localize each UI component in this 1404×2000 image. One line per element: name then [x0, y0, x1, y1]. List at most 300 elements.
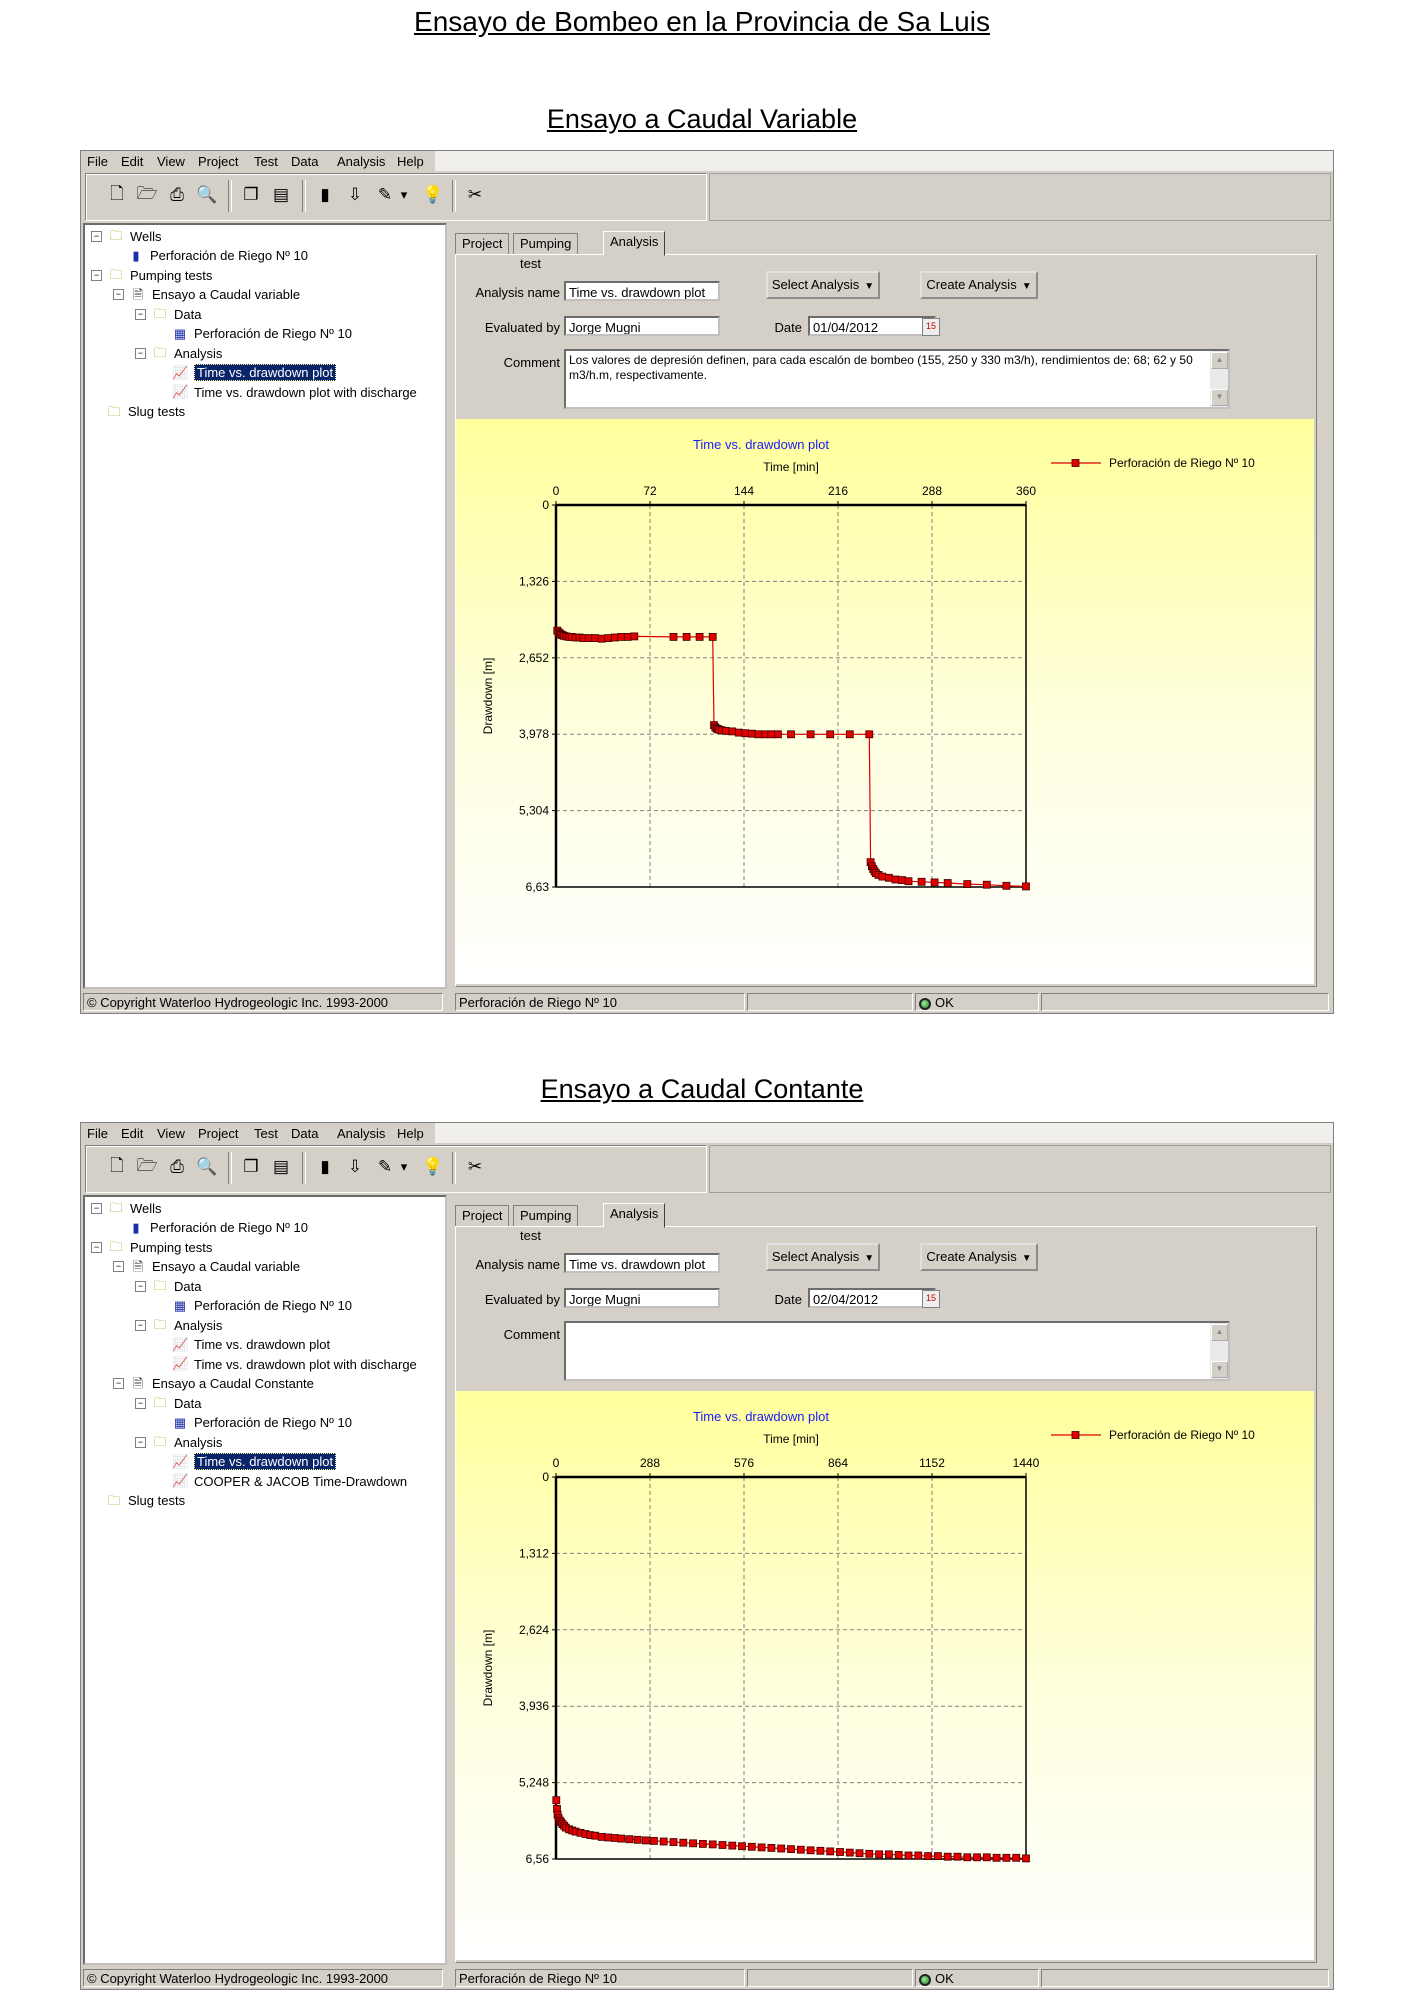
menu-view[interactable]: View [157, 1126, 185, 1141]
data-point [915, 1852, 922, 1859]
tree-node-label: Time vs. drawdown plot [194, 1453, 336, 1470]
calendar-icon[interactable]: 15 [922, 318, 940, 336]
tree-node[interactable] [172, 1453, 336, 1471]
menu-file[interactable]: File [87, 1126, 108, 1141]
open-folder-icon[interactable]: 🗁 [136, 183, 158, 203]
status-ok [915, 993, 1039, 1011]
tab-analysis[interactable]: Analysis [603, 1203, 665, 1228]
data-point [722, 727, 729, 734]
paste-icon[interactable]: ▤ [272, 1157, 290, 1176]
date-label: Date [774, 1292, 802, 1307]
tree-node[interactable] [135, 1394, 201, 1412]
tree-node-label: Time vs. drawdown plot [194, 1337, 331, 1352]
tree-node-label: Time vs. drawdown plot with discharge [194, 1356, 417, 1372]
menu-bar-fill [435, 1123, 1333, 1143]
comment-scrollbar[interactable] [1210, 351, 1228, 407]
data-point [918, 878, 925, 885]
tree-node-label: Perforación de Riego Nº 10 [194, 1298, 352, 1313]
dropdown-arrow-icon: ▼ [864, 281, 875, 292]
tree-node[interactable] [113, 286, 300, 304]
tree-node-label: Slug tests [128, 1493, 186, 1508]
y-tick-label: 1,326 [518, 574, 549, 589]
status-ok-label: OK [935, 1971, 954, 1986]
tree-collapse-icon[interactable]: − [91, 270, 102, 281]
status-empty [1041, 993, 1329, 1011]
comment-textarea[interactable] [564, 1321, 1230, 1381]
tree-node-label: Slug tests [128, 404, 186, 419]
tree-collapse-icon[interactable]: − [135, 309, 146, 320]
data-point [690, 1840, 697, 1847]
data-point [660, 1838, 667, 1845]
date-label: Date [774, 320, 802, 335]
data-point [758, 1844, 765, 1851]
y-tick-label: 5,304 [518, 803, 549, 818]
toolbar-separator [452, 1152, 456, 1184]
tree-node-label: Perforación de Riego Nº 10 [150, 1220, 308, 1235]
tree-node[interactable] [172, 1336, 330, 1354]
data-point [626, 1836, 633, 1843]
tree-node[interactable] [106, 1492, 185, 1510]
comment-label: Comment [503, 355, 560, 370]
lightbulb-icon[interactable]: 💡 [422, 185, 444, 204]
toolbar-separator [228, 180, 232, 212]
chart-title: Time vs. drawdown plot [692, 437, 830, 452]
x-tick-label: 360 [1015, 484, 1037, 498]
status-ok-label: OK [935, 995, 954, 1010]
toolbar-separator [302, 180, 306, 212]
y-tick-label: 6,56 [525, 1852, 549, 1866]
y-tick-label: 3,978 [518, 727, 549, 742]
tree-node[interactable] [91, 1238, 212, 1256]
well-icon: ▮ [132, 247, 140, 263]
toolbar-fill [709, 1145, 1331, 1193]
data-point [931, 879, 938, 886]
tree-node-label: Wells [130, 1200, 162, 1216]
tree-node[interactable] [113, 1375, 314, 1393]
y-tick-label: 5,248 [518, 1775, 549, 1790]
analysis-panel [455, 254, 1317, 987]
plot-frame [556, 505, 1026, 887]
data-point [788, 731, 795, 738]
data-point [650, 1837, 657, 1844]
chart-area [456, 1391, 1314, 1960]
tree-collapse-icon[interactable]: − [113, 1261, 124, 1272]
tree-node[interactable] [135, 1277, 201, 1295]
tree-node-label: Analysis [174, 1434, 223, 1450]
tree-collapse-icon[interactable]: − [135, 1437, 146, 1448]
print-preview-icon[interactable]: 🔍 [196, 185, 218, 204]
tree-node[interactable] [135, 305, 201, 323]
new-file-icon[interactable]: 🗋 [110, 1155, 124, 1175]
tab-project[interactable]: Project [455, 1205, 509, 1226]
data-point [735, 729, 742, 736]
tree-collapse-icon[interactable]: − [135, 1398, 146, 1409]
scroll-up-icon[interactable]: ▲ [1211, 1324, 1228, 1341]
tree-collapse-icon[interactable]: − [113, 289, 124, 300]
menu-project[interactable]: Project [198, 154, 239, 169]
analysis-name-input[interactable]: Time vs. drawdown plot [564, 1253, 720, 1273]
data-point [778, 1845, 785, 1852]
data-point [618, 633, 625, 640]
status-well: Perforación de Riego Nº 10 [455, 1969, 745, 1987]
dropdown-arrow-icon: ▼ [1021, 1253, 1032, 1264]
menu-test[interactable]: Test [254, 154, 278, 169]
menu-analysis[interactable]: Analysis [337, 154, 386, 169]
tree-node-label: Perforación de Riego Nº 10 [150, 248, 308, 263]
data-point [885, 1851, 892, 1858]
data-point [605, 635, 612, 642]
data-point [817, 1847, 824, 1854]
data-point [866, 731, 873, 738]
toolbar [85, 173, 707, 221]
data-point [592, 1832, 599, 1839]
data-point [925, 1853, 932, 1860]
x-tick-label: 72 [643, 484, 657, 498]
dropdown-arrow-icon: ▼ [1021, 281, 1032, 292]
tree-node[interactable] [135, 344, 222, 362]
data-point [944, 1853, 951, 1860]
x-tick-label: 864 [827, 1456, 849, 1470]
x-tick-label: 1440 [1012, 1456, 1040, 1470]
tree-node[interactable] [135, 1433, 222, 1451]
create-analysis-label: Create Analysis [926, 277, 1017, 292]
data-point [670, 633, 677, 640]
toolbar-separator [452, 180, 456, 212]
evaluated-by-input[interactable]: Jorge Mugni [564, 1288, 720, 1308]
copy-icon[interactable]: ❐ [243, 1157, 259, 1176]
report-icon[interactable]: ✎ [377, 185, 393, 204]
menu-edit[interactable]: Edit [121, 154, 144, 169]
data-point [585, 635, 592, 642]
tree-node-label: Analysis [174, 345, 223, 361]
tree-node[interactable] [172, 1472, 407, 1490]
data-point [739, 1843, 746, 1850]
data-point [1023, 1855, 1030, 1862]
data-point [768, 1844, 775, 1851]
select-analysis-label: Select Analysis [771, 1249, 860, 1264]
folder-icon: 🗀 [153, 1278, 167, 1293]
status-ok [915, 1969, 1039, 1987]
data-point [807, 1847, 814, 1854]
dropdown-arrow-icon[interactable]: ▾ [400, 1159, 408, 1174]
tree-node-label: Ensayo a Caudal Constante [152, 1376, 314, 1391]
data-point [742, 730, 749, 737]
data-point [605, 1834, 612, 1841]
tree-collapse-icon[interactable]: − [91, 231, 102, 242]
tab-project[interactable]: Project [455, 233, 509, 254]
plot-icon: 📈 [172, 1356, 189, 1371]
create-analysis-button[interactable] [920, 1243, 1038, 1271]
data-point [827, 1848, 834, 1855]
x-tick-label: 288 [639, 1456, 661, 1470]
data-point [846, 1849, 853, 1856]
folder-icon: 🗀 [153, 1395, 167, 1410]
tree-node-label: Data [174, 1278, 202, 1294]
folder-icon: 🗀 [109, 228, 123, 243]
tree-node-label: Perforación de Riego Nº 10 [194, 1415, 352, 1430]
status-empty [747, 1969, 913, 1987]
data-point [755, 731, 762, 738]
tree-node[interactable] [172, 1414, 352, 1432]
folder-icon: 🗀 [153, 1434, 167, 1449]
tree-node-label: Ensayo a Caudal variable [152, 1259, 301, 1274]
tree-node[interactable] [106, 403, 185, 421]
data-point [774, 731, 781, 738]
calendar-icon[interactable]: 15 [922, 1290, 940, 1308]
toolbar-fill [709, 173, 1331, 221]
evaluated-by-input[interactable]: Jorge Mugni [564, 316, 720, 336]
scroll-down-icon[interactable]: ▼ [1211, 1361, 1228, 1378]
tree-node[interactable] [113, 1258, 300, 1276]
folder-icon: 🗀 [109, 1200, 123, 1215]
data-point [993, 1854, 1000, 1861]
ok-led-icon [919, 998, 931, 1010]
data-point [748, 730, 755, 737]
data-point [729, 1842, 736, 1849]
data-point [837, 1849, 844, 1856]
tree-node[interactable] [172, 1297, 352, 1315]
menu-bar [81, 151, 1333, 171]
data-point [892, 876, 899, 883]
tree-collapse-icon[interactable]: − [135, 1320, 146, 1331]
status-copyright: © Copyright Waterloo Hydrogeologic Inc. 1993-2000 [83, 1969, 443, 1987]
analysis-panel [455, 1226, 1317, 1963]
menu-file[interactable]: File [87, 154, 108, 169]
data-icon: ▦ [173, 325, 187, 341]
tree-node[interactable] [172, 1355, 417, 1373]
well-icon[interactable]: ▮ [320, 1157, 330, 1176]
print-icon[interactable]: ⎙ [170, 185, 184, 204]
menu-bar-fill [435, 151, 1333, 171]
tree-node[interactable] [91, 227, 162, 245]
tree-node-label: Perforación de Riego Nº 10 [194, 326, 352, 341]
series-line [557, 631, 1026, 887]
scroll-up-icon[interactable]: ▲ [1211, 352, 1228, 369]
tab-pumping-test[interactable]: Pumping test [513, 1205, 578, 1226]
page-title: Ensayo de Bombeo en la Provincia de Sa Luis [414, 6, 990, 37]
menu-help[interactable]: Help [397, 154, 424, 169]
new-file-icon[interactable]: 🗋 [110, 183, 124, 203]
tree-node[interactable] [172, 364, 336, 382]
ok-led-icon [919, 1974, 931, 1986]
y-tick-label: 1,312 [518, 1546, 549, 1561]
print-icon[interactable]: ⎙ [170, 1157, 184, 1176]
comment-text: Los valores de depresión definen, para cada escalón de bombeo (155, 250 y 330 m3/h), rendimientos de: 68; 62 y 50 m3/h.m, respectivamente. [569, 353, 1193, 382]
menu-data[interactable]: Data [291, 1126, 319, 1141]
legend-label: Perforación de Riego Nº 10 [1109, 1428, 1255, 1442]
x-axis-label: Time [min] [763, 1432, 819, 1446]
copy-icon[interactable]: ❐ [243, 185, 259, 204]
menu-view[interactable]: View [157, 154, 185, 169]
tree-node-label: Time vs. drawdown plot with discharge [194, 384, 417, 400]
data-point [631, 633, 638, 640]
tree-node[interactable] [91, 266, 212, 284]
data-point [553, 1797, 560, 1804]
menu-test[interactable]: Test [254, 1126, 278, 1141]
tree-node[interactable] [172, 383, 417, 401]
tree-node[interactable] [128, 1219, 308, 1237]
comment-textarea[interactable] [564, 349, 1230, 409]
tree-node-label: Data [174, 1395, 202, 1411]
data-point [866, 1850, 873, 1857]
project-tree[interactable] [83, 1195, 447, 1965]
data-point [983, 881, 990, 888]
plot-icon: 📈 [172, 384, 189, 399]
tree-collapse-icon[interactable]: − [113, 1378, 124, 1389]
menu-edit[interactable]: Edit [121, 1126, 144, 1141]
data-point [905, 878, 912, 885]
tree-node[interactable] [128, 247, 308, 265]
toolbar-separator [228, 1152, 232, 1184]
legend-label: Perforación de Riego Nº 10 [1109, 456, 1255, 470]
status-well: Perforación de Riego Nº 10 [455, 993, 745, 1011]
import-icon[interactable]: ⇩ [347, 185, 363, 204]
data-point [624, 633, 631, 640]
menu-help[interactable]: Help [397, 1126, 424, 1141]
data-point [899, 877, 906, 884]
data-point [983, 1854, 990, 1861]
data-point [598, 635, 605, 642]
legend-marker [1072, 1432, 1079, 1439]
data-point [748, 1843, 755, 1850]
tree-node[interactable] [91, 1199, 162, 1217]
select-analysis-button[interactable] [766, 271, 880, 299]
data-point [634, 1836, 641, 1843]
legend-marker [1072, 460, 1079, 467]
menu-bar [81, 1123, 1333, 1143]
data-point [964, 881, 971, 888]
status-bar [81, 991, 1333, 1013]
y-tick-label: 0 [542, 498, 549, 512]
create-analysis-button[interactable] [920, 271, 1038, 299]
app-window [80, 150, 1334, 1014]
app-window [80, 1122, 1334, 1990]
data-point [696, 633, 703, 640]
y-tick-label: 2,652 [518, 650, 549, 665]
folder-icon: 🗀 [109, 267, 123, 282]
tree-collapse-icon[interactable]: − [91, 1242, 102, 1253]
tree-node-label: Wells [130, 228, 162, 244]
toolbar-separator [302, 1152, 306, 1184]
import-icon[interactable]: ⇩ [347, 1157, 363, 1176]
select-analysis-button[interactable] [766, 1243, 880, 1271]
print-preview-icon[interactable]: 🔍 [196, 1157, 218, 1176]
data-point [1003, 1854, 1010, 1861]
data-point [974, 1854, 981, 1861]
data-point [934, 1853, 941, 1860]
section-title: Ensayo a Caudal Variable [546, 104, 858, 134]
select-analysis-label: Select Analysis [771, 277, 860, 292]
x-tick-label: 144 [733, 484, 755, 498]
doc-icon: 🗎 [132, 1258, 144, 1274]
data-point [761, 731, 768, 738]
evaluated-by-label: Evaluated by [484, 1292, 560, 1307]
tree-node-label: Data [174, 306, 202, 322]
project-tree[interactable] [83, 223, 447, 989]
toolbar [85, 1145, 707, 1193]
y-tick-label: 3,936 [518, 1699, 549, 1714]
x-axis-label: Time [min] [763, 460, 819, 474]
chart-title: Time vs. drawdown plot [692, 1409, 830, 1424]
y-tick-label: 0 [542, 1470, 549, 1484]
folder-icon: 🗀 [109, 1239, 123, 1254]
ruler-icon[interactable]: ✂ [467, 185, 483, 204]
well-icon[interactable]: ▮ [320, 185, 330, 204]
tree-node-label: Ensayo a Caudal variable [152, 287, 301, 302]
data-point [885, 874, 892, 881]
data-point [729, 728, 736, 735]
tab-pumping-test[interactable]: Pumping test [513, 233, 578, 254]
scroll-down-icon[interactable]: ▼ [1211, 389, 1228, 406]
paste-icon[interactable]: ▤ [272, 185, 290, 204]
data-point [709, 633, 716, 640]
data-point [618, 1835, 625, 1842]
tree-collapse-icon[interactable]: − [135, 1281, 146, 1292]
status-copyright: © Copyright Waterloo Hydrogeologic Inc. 1993-2000 [83, 993, 443, 1011]
tree-node-label: Analysis [174, 1317, 223, 1333]
date-input[interactable]: 01/04/2012 [808, 316, 936, 336]
menu-project[interactable]: Project [198, 1126, 239, 1141]
menu-data[interactable]: Data [291, 154, 319, 169]
folder-icon: 🗀 [107, 1492, 121, 1508]
data-point [680, 1839, 687, 1846]
well-icon: ▮ [132, 1219, 140, 1235]
status-empty [747, 993, 913, 1011]
tree-collapse-icon[interactable]: − [91, 1203, 102, 1214]
data-point [611, 1835, 618, 1842]
x-tick-label: 216 [827, 484, 849, 498]
open-folder-icon[interactable]: 🗁 [136, 1155, 158, 1175]
comment-scrollbar[interactable] [1210, 1323, 1228, 1379]
folder-icon: 🗀 [107, 403, 121, 419]
lightbulb-icon[interactable]: 💡 [422, 1157, 444, 1176]
doc-icon: 🗎 [132, 1375, 144, 1391]
report-icon[interactable]: ✎ [377, 1157, 393, 1176]
tree-collapse-icon[interactable]: − [135, 348, 146, 359]
ruler-icon[interactable]: ✂ [467, 1157, 483, 1176]
tree-node-label: Time vs. drawdown plot [194, 364, 336, 381]
tree-node-label: COOPER & JACOB Time-Drawdown [194, 1473, 408, 1489]
data-point [876, 1851, 883, 1858]
data-point [788, 1846, 795, 1853]
doc-icon: 🗎 [132, 286, 144, 302]
data-icon: ▦ [173, 1414, 187, 1430]
dropdown-arrow-icon[interactable]: ▾ [400, 187, 408, 202]
date-input[interactable]: 02/04/2012 [808, 1288, 936, 1308]
menu-analysis[interactable]: Analysis [337, 1126, 386, 1141]
tree-node[interactable] [172, 325, 352, 343]
data-icon: ▦ [173, 1297, 187, 1313]
plot-icon: 📈 [172, 364, 189, 380]
drawdown-chart [456, 1391, 1314, 1960]
y-axis-label: Drawdown [m] [481, 657, 495, 735]
data-point [807, 731, 814, 738]
folder-icon: 🗀 [153, 1317, 167, 1332]
tree-node-label: Pumping tests [130, 1239, 213, 1255]
data-point [964, 1854, 971, 1861]
tab-analysis[interactable]: Analysis [603, 231, 665, 256]
drawdown-chart [456, 419, 1314, 984]
analysis-name-input[interactable]: Time vs. drawdown plot [564, 281, 720, 301]
analysis-name-label: Analysis name [475, 1257, 560, 1272]
data-point [797, 1846, 804, 1853]
y-tick-label: 6,63 [525, 880, 549, 894]
data-point [719, 1842, 726, 1849]
tree-node[interactable] [135, 1316, 222, 1334]
data-point [683, 633, 690, 640]
data-point [856, 1850, 863, 1857]
folder-icon: 🗀 [153, 345, 167, 360]
